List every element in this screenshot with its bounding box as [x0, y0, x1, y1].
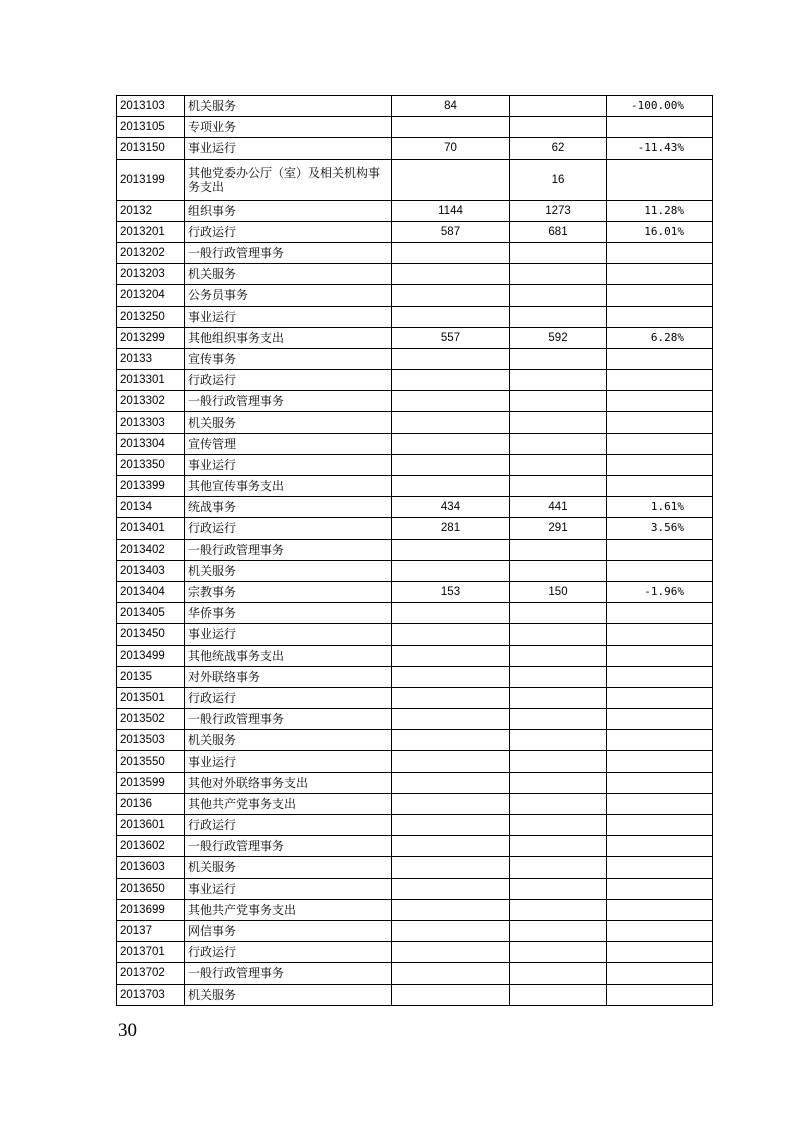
- table-row: [117, 518, 713, 539]
- cell-current-year: [510, 539, 607, 560]
- table-row: [117, 117, 713, 138]
- cell-change-rate: [607, 878, 713, 899]
- table-row: [117, 942, 713, 963]
- table-row: [117, 878, 713, 899]
- cell-code: 20137: [117, 920, 185, 941]
- cell-current-year: [510, 285, 607, 306]
- table-row: [117, 857, 713, 878]
- table-row: [117, 221, 713, 242]
- cell-code: 2013405: [117, 603, 185, 624]
- cell-previous-year: [392, 899, 510, 920]
- cell-previous-year: [392, 264, 510, 285]
- cell-previous-year: [392, 730, 510, 751]
- cell-change-rate: [607, 370, 713, 391]
- cell-code: 2013250: [117, 306, 185, 327]
- cell-name: 宗教事务: [185, 581, 392, 602]
- cell-previous-year: [392, 793, 510, 814]
- cell-previous-year: [392, 984, 510, 1005]
- cell-change-rate: [607, 603, 713, 624]
- cell-code: 2013650: [117, 878, 185, 899]
- cell-previous-year: [392, 370, 510, 391]
- cell-previous-year: 1144: [392, 200, 510, 221]
- table-row: [117, 159, 713, 200]
- table-row: [117, 138, 713, 159]
- table-row: [117, 412, 713, 433]
- cell-current-year: 441: [510, 497, 607, 518]
- cell-code: 2013503: [117, 730, 185, 751]
- cell-name: 事业运行: [185, 306, 392, 327]
- cell-code: 20134: [117, 497, 185, 518]
- cell-current-year: [510, 666, 607, 687]
- cell-code: 2013601: [117, 815, 185, 836]
- cell-change-rate: [607, 942, 713, 963]
- cell-code: 2013302: [117, 391, 185, 412]
- table-row: [117, 96, 713, 117]
- cell-previous-year: [392, 117, 510, 138]
- cell-change-rate: [607, 624, 713, 645]
- cell-change-rate: [607, 772, 713, 793]
- cell-change-rate: [607, 687, 713, 708]
- cell-current-year: 16: [510, 159, 607, 200]
- cell-code: 2013201: [117, 221, 185, 242]
- cell-change-rate: [607, 751, 713, 772]
- cell-previous-year: [392, 772, 510, 793]
- cell-name: 行政运行: [185, 518, 392, 539]
- cell-name: 机关服务: [185, 857, 392, 878]
- cell-current-year: [510, 242, 607, 263]
- table-row: [117, 624, 713, 645]
- cell-change-rate: [607, 645, 713, 666]
- cell-previous-year: [392, 709, 510, 730]
- cell-current-year: [510, 117, 607, 138]
- cell-current-year: [510, 412, 607, 433]
- cell-previous-year: [392, 603, 510, 624]
- cell-code: 2013350: [117, 454, 185, 475]
- cell-current-year: [510, 878, 607, 899]
- cell-change-rate: 16.01%: [607, 221, 713, 242]
- cell-name: 事业运行: [185, 751, 392, 772]
- cell-previous-year: [392, 412, 510, 433]
- cell-current-year: [510, 624, 607, 645]
- cell-change-rate: [607, 454, 713, 475]
- cell-change-rate: [607, 815, 713, 836]
- cell-change-rate: [607, 159, 713, 200]
- cell-change-rate: [607, 242, 713, 263]
- cell-current-year: [510, 730, 607, 751]
- cell-current-year: 592: [510, 327, 607, 348]
- cell-code: 2013105: [117, 117, 185, 138]
- cell-current-year: [510, 433, 607, 454]
- budget-table: [116, 95, 713, 1006]
- cell-current-year: [510, 687, 607, 708]
- cell-current-year: [510, 984, 607, 1005]
- cell-change-rate: -1.96%: [607, 581, 713, 602]
- cell-name: 对外联络事务: [185, 666, 392, 687]
- cell-name: 组织事务: [185, 200, 392, 221]
- table-row: [117, 581, 713, 602]
- cell-name: 行政运行: [185, 370, 392, 391]
- cell-current-year: [510, 793, 607, 814]
- cell-previous-year: [392, 454, 510, 475]
- cell-name: 机关服务: [185, 412, 392, 433]
- cell-current-year: [510, 645, 607, 666]
- cell-code: 2013403: [117, 560, 185, 581]
- cell-previous-year: [392, 159, 510, 200]
- cell-current-year: 150: [510, 581, 607, 602]
- cell-name: 其他对外联络事务支出: [185, 772, 392, 793]
- cell-name: 华侨事务: [185, 603, 392, 624]
- cell-code: 2013702: [117, 963, 185, 984]
- cell-name: 其他组织事务支出: [185, 327, 392, 348]
- cell-current-year: [510, 603, 607, 624]
- cell-code: 2013404: [117, 581, 185, 602]
- cell-change-rate: [607, 560, 713, 581]
- cell-change-rate: [607, 899, 713, 920]
- cell-change-rate: [607, 348, 713, 369]
- cell-current-year: [510, 264, 607, 285]
- table-row: [117, 200, 713, 221]
- table-row: [117, 772, 713, 793]
- cell-current-year: 62: [510, 138, 607, 159]
- cell-name: 一般行政管理事务: [185, 242, 392, 263]
- cell-current-year: [510, 476, 607, 497]
- cell-change-rate: [607, 984, 713, 1005]
- cell-current-year: [510, 942, 607, 963]
- cell-change-rate: [607, 836, 713, 857]
- cell-previous-year: [392, 751, 510, 772]
- cell-change-rate: [607, 539, 713, 560]
- cell-previous-year: 84: [392, 96, 510, 117]
- cell-previous-year: 434: [392, 497, 510, 518]
- cell-code: 2013501: [117, 687, 185, 708]
- cell-name: 行政运行: [185, 942, 392, 963]
- cell-code: 2013103: [117, 96, 185, 117]
- cell-change-rate: [607, 857, 713, 878]
- cell-code: 2013450: [117, 624, 185, 645]
- cell-code: 2013303: [117, 412, 185, 433]
- cell-previous-year: 70: [392, 138, 510, 159]
- table-row: [117, 539, 713, 560]
- cell-previous-year: [392, 878, 510, 899]
- cell-current-year: [510, 306, 607, 327]
- cell-name: 一般行政管理事务: [185, 391, 392, 412]
- cell-current-year: [510, 348, 607, 369]
- cell-code: 2013204: [117, 285, 185, 306]
- cell-current-year: 681: [510, 221, 607, 242]
- table-row: [117, 751, 713, 772]
- cell-name: 其他共产党事务支出: [185, 793, 392, 814]
- table-row: [117, 476, 713, 497]
- table-row: [117, 963, 713, 984]
- cell-name: 行政运行: [185, 221, 392, 242]
- table-row: [117, 497, 713, 518]
- cell-name: 一般行政管理事务: [185, 963, 392, 984]
- cell-current-year: [510, 391, 607, 412]
- cell-code: 2013550: [117, 751, 185, 772]
- cell-name: 事业运行: [185, 878, 392, 899]
- cell-change-rate: 6.28%: [607, 327, 713, 348]
- cell-previous-year: [392, 666, 510, 687]
- cell-code: 2013599: [117, 772, 185, 793]
- cell-change-rate: [607, 476, 713, 497]
- cell-change-rate: [607, 666, 713, 687]
- table-row: [117, 645, 713, 666]
- cell-name: 其他党委办公厅（室）及相关机构事务支出: [185, 159, 392, 200]
- cell-change-rate: [607, 412, 713, 433]
- cell-code: 2013703: [117, 984, 185, 1005]
- table-row: [117, 920, 713, 941]
- cell-code: 2013304: [117, 433, 185, 454]
- cell-current-year: [510, 899, 607, 920]
- cell-previous-year: [392, 285, 510, 306]
- cell-previous-year: [392, 942, 510, 963]
- cell-name: 公务员事务: [185, 285, 392, 306]
- cell-change-rate: [607, 391, 713, 412]
- cell-name: 行政运行: [185, 815, 392, 836]
- cell-code: 2013199: [117, 159, 185, 200]
- cell-previous-year: [392, 963, 510, 984]
- table-row: [117, 327, 713, 348]
- cell-code: 2013502: [117, 709, 185, 730]
- cell-code: 2013399: [117, 476, 185, 497]
- cell-name: 行政运行: [185, 687, 392, 708]
- cell-code: 2013402: [117, 539, 185, 560]
- table-row: [117, 666, 713, 687]
- cell-code: 20136: [117, 793, 185, 814]
- cell-code: 2013203: [117, 264, 185, 285]
- cell-current-year: [510, 370, 607, 391]
- cell-current-year: 291: [510, 518, 607, 539]
- table-row: [117, 306, 713, 327]
- cell-change-rate: [607, 963, 713, 984]
- cell-name: 其他宣传事务支出: [185, 476, 392, 497]
- cell-change-rate: 1.61%: [607, 497, 713, 518]
- cell-current-year: [510, 709, 607, 730]
- cell-code: 2013401: [117, 518, 185, 539]
- cell-code: 2013299: [117, 327, 185, 348]
- cell-previous-year: [392, 645, 510, 666]
- table-row: [117, 603, 713, 624]
- cell-previous-year: [392, 306, 510, 327]
- cell-previous-year: [392, 476, 510, 497]
- cell-current-year: [510, 560, 607, 581]
- table-row: [117, 454, 713, 475]
- cell-change-rate: 3.56%: [607, 518, 713, 539]
- cell-previous-year: [392, 242, 510, 263]
- cell-current-year: [510, 963, 607, 984]
- cell-name: 机关服务: [185, 96, 392, 117]
- cell-previous-year: [392, 560, 510, 581]
- cell-name: 一般行政管理事务: [185, 836, 392, 857]
- cell-previous-year: 587: [392, 221, 510, 242]
- cell-change-rate: [607, 117, 713, 138]
- table-row: [117, 370, 713, 391]
- cell-current-year: 1273: [510, 200, 607, 221]
- cell-previous-year: 153: [392, 581, 510, 602]
- cell-change-rate: [607, 709, 713, 730]
- cell-name: 一般行政管理事务: [185, 539, 392, 560]
- cell-previous-year: [392, 920, 510, 941]
- cell-code: 2013699: [117, 899, 185, 920]
- table-row: [117, 433, 713, 454]
- cell-change-rate: [607, 264, 713, 285]
- cell-previous-year: [392, 815, 510, 836]
- page-number: 30: [118, 1020, 137, 1041]
- cell-previous-year: [392, 687, 510, 708]
- table-row: [117, 815, 713, 836]
- cell-name: 其他统战事务支出: [185, 645, 392, 666]
- table-row: [117, 264, 713, 285]
- cell-code: 2013499: [117, 645, 185, 666]
- cell-name: 机关服务: [185, 730, 392, 751]
- cell-current-year: [510, 920, 607, 941]
- cell-name: 机关服务: [185, 264, 392, 285]
- cell-previous-year: [392, 857, 510, 878]
- cell-previous-year: [392, 539, 510, 560]
- cell-previous-year: [392, 433, 510, 454]
- cell-previous-year: [392, 348, 510, 369]
- table-row: [117, 687, 713, 708]
- cell-name: 专项业务: [185, 117, 392, 138]
- cell-current-year: [510, 857, 607, 878]
- cell-change-rate: [607, 730, 713, 751]
- table-row: [117, 984, 713, 1005]
- cell-current-year: [510, 96, 607, 117]
- cell-code: 2013603: [117, 857, 185, 878]
- cell-code: 2013602: [117, 836, 185, 857]
- table-row: [117, 560, 713, 581]
- cell-previous-year: 557: [392, 327, 510, 348]
- cell-name: 宣传管理: [185, 433, 392, 454]
- table-row: [117, 285, 713, 306]
- cell-code: 20132: [117, 200, 185, 221]
- cell-code: 20133: [117, 348, 185, 369]
- cell-change-rate: [607, 306, 713, 327]
- cell-change-rate: 11.28%: [607, 200, 713, 221]
- cell-current-year: [510, 815, 607, 836]
- cell-name: 机关服务: [185, 560, 392, 581]
- table-row: [117, 793, 713, 814]
- cell-code: 2013202: [117, 242, 185, 263]
- cell-code: 2013301: [117, 370, 185, 391]
- cell-code: 2013701: [117, 942, 185, 963]
- cell-change-rate: [607, 433, 713, 454]
- cell-name: 事业运行: [185, 138, 392, 159]
- cell-current-year: [510, 836, 607, 857]
- cell-name: 宣传事务: [185, 348, 392, 369]
- cell-code: 2013150: [117, 138, 185, 159]
- cell-change-rate: [607, 920, 713, 941]
- cell-name: 机关服务: [185, 984, 392, 1005]
- cell-change-rate: [607, 285, 713, 306]
- cell-previous-year: [392, 391, 510, 412]
- table-row: [117, 391, 713, 412]
- cell-name: 事业运行: [185, 454, 392, 475]
- cell-current-year: [510, 751, 607, 772]
- cell-current-year: [510, 454, 607, 475]
- cell-previous-year: 281: [392, 518, 510, 539]
- cell-name: 一般行政管理事务: [185, 709, 392, 730]
- table-row: [117, 899, 713, 920]
- cell-name: 其他共产党事务支出: [185, 899, 392, 920]
- table-row: [117, 709, 713, 730]
- cell-name: 统战事务: [185, 497, 392, 518]
- cell-code: 20135: [117, 666, 185, 687]
- cell-change-rate: [607, 793, 713, 814]
- table-row: [117, 730, 713, 751]
- cell-current-year: [510, 772, 607, 793]
- table-row: [117, 242, 713, 263]
- cell-name: 事业运行: [185, 624, 392, 645]
- cell-change-rate: -11.43%: [607, 138, 713, 159]
- table-row: [117, 348, 713, 369]
- cell-name: 网信事务: [185, 920, 392, 941]
- table-row: [117, 836, 713, 857]
- table-body: [117, 96, 713, 1006]
- cell-previous-year: [392, 836, 510, 857]
- cell-change-rate: -100.00%: [607, 96, 713, 117]
- cell-previous-year: [392, 624, 510, 645]
